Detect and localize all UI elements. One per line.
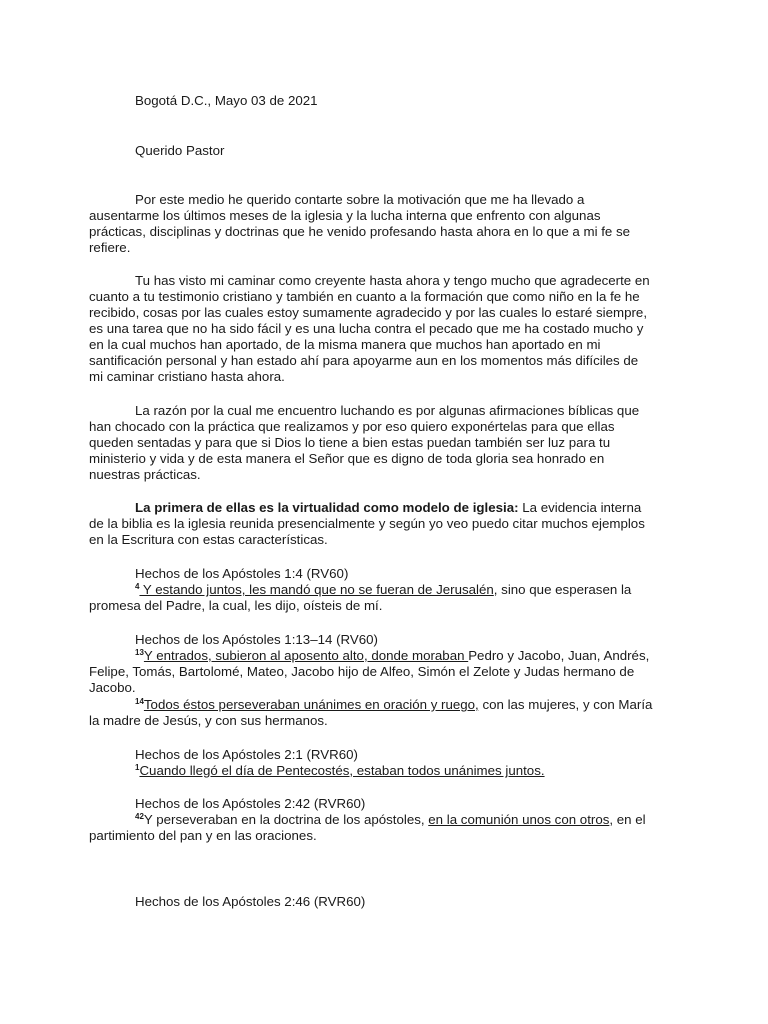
p3-line: ministerio y vida y de esta manera el Señor que es digno de toda gloria sea honrado en [89,451,605,466]
verse-text: Pedro y Jacobo, Juan, Andrés, [468,648,650,663]
p4-bold-lead: La primera de ellas es la virtualidad como modelo de iglesia: [135,500,519,515]
p4-line: en la Escritura con estas características. [89,532,328,547]
verse-line: la madre de Jesús, y con sus hermanos. [89,713,328,728]
verse-number: 13 [135,648,144,657]
verse-text: Y perseveraban en la doctrina de los apóstoles, [143,812,429,827]
p1-line: ausentarme los últimos meses de la iglesia y la lucha interna que enfrento con algunas [89,208,601,223]
verse-underlined: Todos éstos perseveraban unánimes en oración y ruego, [143,697,479,712]
verse-line [135,582,631,598]
verse-line [135,812,646,828]
p3-line: La razón por la cual me encuentro luchando es por algunas afirmaciones bíblicas que [135,403,640,418]
p2-line: recibido, cosas por las cuales estoy sumamente agradecido y por las cuales lo estaré siempre, [89,305,648,320]
p2-line: Tu has visto mi caminar como creyente hasta ahora y tengo mucho que agradecerte en [135,273,650,288]
verse-line: partimiento del pan y en las oraciones. [89,828,317,843]
verse-number: 14 [135,697,144,706]
verse-number: 1 [135,763,140,772]
p2-line: cuanto a tu testimonio cristiano y también en cuanto a la formación que como niño en la fe he [89,289,640,304]
verse-line [135,697,652,713]
p4-line [135,500,641,516]
verse-line: promesa del Padre, la cual, les dijo, oísteis de mí. [89,598,383,613]
verse-underlined: Y estando juntos, les mandó que no se fueran de Jerusalén [139,582,494,597]
p1-line: prácticas, disciplinas y doctrinas que he venido profesando hasta ahora en lo que a mi fe se [89,224,631,239]
verse-line [135,648,649,664]
p4-line1-rest: La evidencia interna [518,500,642,515]
verse-underlined: Cuando llegó el día de Pentecostés, estaban todos unánimes juntos. [139,763,545,778]
verse-text: , sino que esperasen la [493,582,632,597]
verse-underlined: en la comunión unos con otros [428,812,610,827]
ref-title: Hechos de los Apóstoles 2:46 (RVR60) [135,894,366,909]
date-line: Bogotá D.C., Mayo 03 de 2021 [135,93,318,108]
p2-line: mi caminar cristiano hasta ahora. [89,369,285,384]
p2-line: santificación personal y han estado ahí para apoyarme aun en los momentos más difíciles de [89,353,639,368]
verse-number: 4 [135,582,140,591]
p3-line: queden sentadas y para que si Dios lo tiene a bien estas puedan también ser luz para tu [89,435,611,450]
ref-title: Hechos de los Apóstoles 1:13–14 (RV60) [135,632,378,647]
verse-text: , en el [609,812,646,827]
verse-line: Jacobo. [89,680,136,695]
p3-line: nuestras prácticas. [89,467,201,482]
p4-line: de la biblia es la iglesia reunida presencialmente y según yo veo puedo citar muchos ejemplos [89,516,645,531]
verse-text: con las mujeres, y con María [478,697,653,712]
ref-title: Hechos de los Apóstoles 1:4 (RV60) [135,566,349,581]
verse-line: Felipe, Tomás, Bartolomé, Mateo, Jacobo hijo de Alfeo, Simón el Zelote y Judas hermano de [89,664,635,679]
p1-line: refiere. [89,240,131,255]
p2-line: en la cual muchos han aportado, de la misma manera que muchos han aportado en mi [89,337,601,352]
verse-underlined: Y entrados, subieron al aposento alto, donde moraban [143,648,469,663]
p2-line: es una tarea que no ha sido fácil y es una lucha contra el pecado que me ha costado mucho y [89,321,644,336]
p3-line: han chocado con la práctica que realizamos y por eso quiero exponértelas para que ellas [89,419,615,434]
ref-title: Hechos de los Apóstoles 2:42 (RVR60) [135,796,366,811]
verse-line [135,763,545,779]
salutation: Querido Pastor [135,143,225,158]
ref-title: Hechos de los Apóstoles 2:1 (RVR60) [135,747,358,762]
p1-line: Por este medio he querido contarte sobre la motivación que me ha llevado a [135,192,585,207]
verse-number: 42 [135,812,144,821]
